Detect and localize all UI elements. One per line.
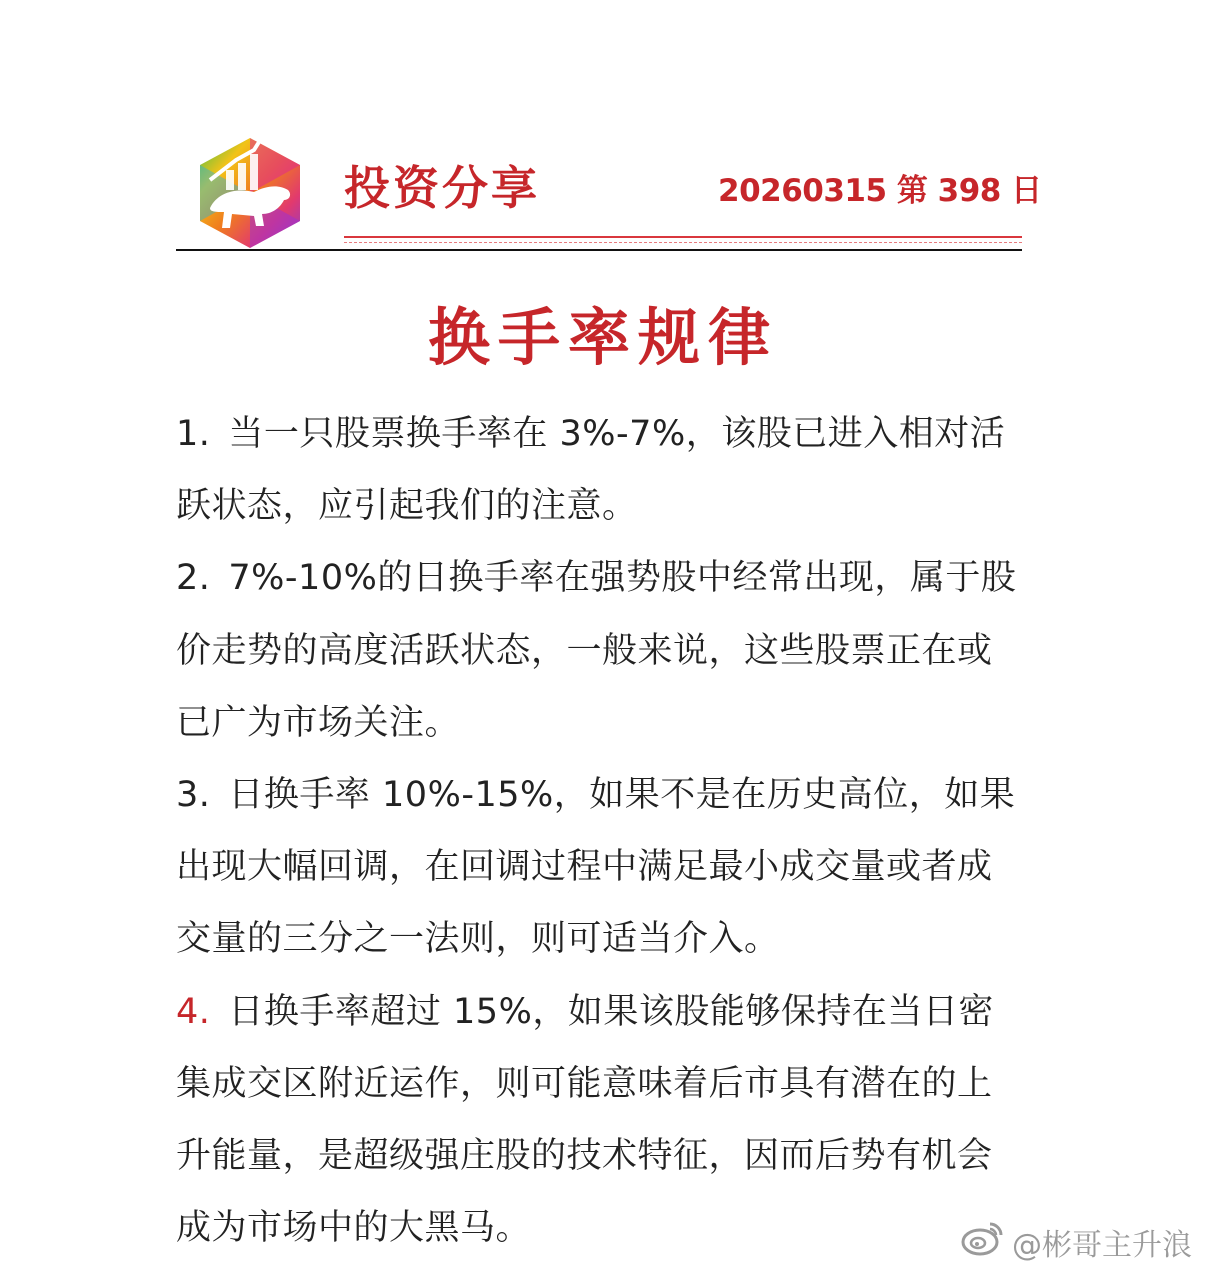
rule-text: 7%-10%的日换手率在强势股中经常出现，属于股价走势的高度活跃状态，一般来说，这些股票正在或已广为市场关注。 (176, 558, 1017, 743)
rule-number: 2. (176, 558, 211, 599)
rule-text: 日换手率 10%-15%，如果不是在历史高位，如果出现大幅回调，在回调过程中满足最小成交量或者成交量的三分之一法则，则可适当介入。 (176, 775, 1016, 960)
watermark (960, 1220, 1192, 1264)
rule-item (176, 976, 1024, 1265)
rules-list (176, 398, 1024, 1264)
watermark-handle: @彬哥主升浪 (1012, 1228, 1192, 1263)
rule-number: 4. (176, 991, 211, 1032)
rule-item (176, 542, 1024, 759)
rule-text: 当一只股票换手率在 3%-7%，该股已进入相对活跃状态，应引起我们的注意。 (176, 414, 1006, 527)
page-title: 换手率规律 (427, 301, 778, 374)
header-divider-red (344, 236, 1022, 238)
bull-logo-icon (196, 108, 304, 248)
rule-number: 1. (176, 414, 211, 454)
weibo-icon (960, 1220, 1004, 1264)
rule-text: 日换手率超过 15%，如果该股能够保持在当日密集成交区附近运作，则可能意味着后市具有潜在的上升能量，是超级强庄股的技术特征，因而后势有机会成为市场中的大黑马。 (176, 991, 994, 1249)
header-divider-black (176, 249, 1022, 251)
brand-name: 投资分享 (344, 161, 540, 215)
date-text: 20260315 第 398 日 (718, 173, 1042, 209)
rule-number: 3. (176, 775, 211, 816)
rule-item (176, 398, 1024, 542)
rule-item (176, 759, 1024, 976)
header-divider-red-dashed (344, 242, 1022, 243)
